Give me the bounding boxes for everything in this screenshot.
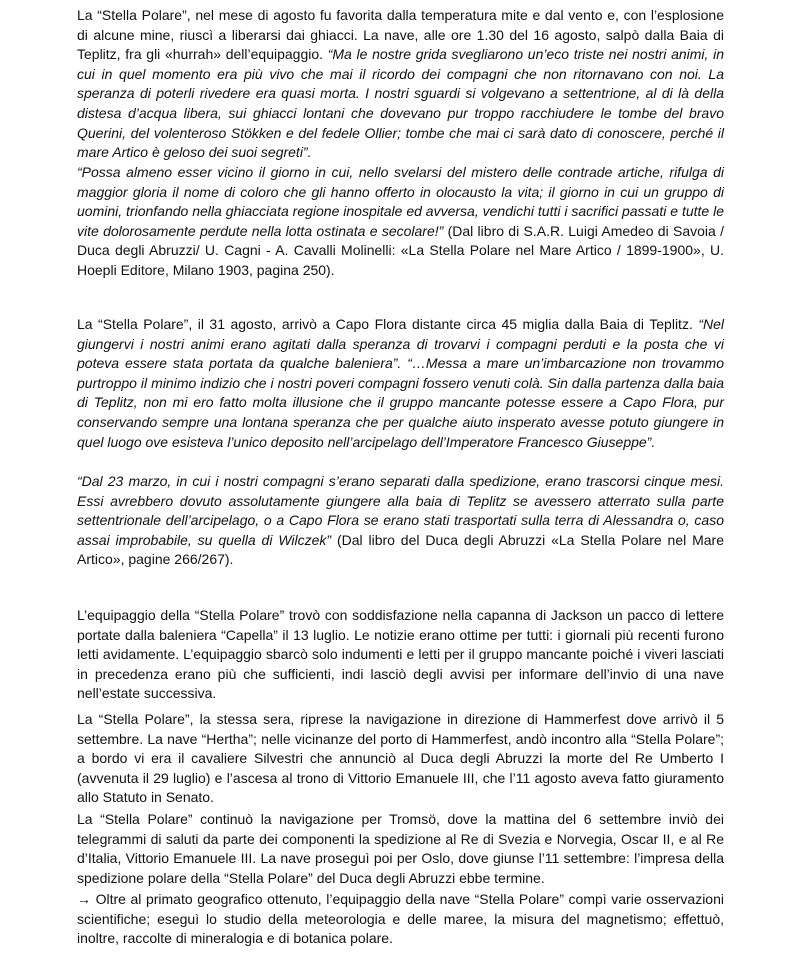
paragraph-1-quote: “Ma le nostre grida svegliarono un’eco triste nei nostri animi, in cui in quel momento era più vivo che mai il ricordo dei compagni che non ritornavano con noi. La speranza di poterli rivedere era quasi morta. I nostri sguardi si volgevano a settentrione, al di là della distesa d’acqua libera, sui ghiacci lontani che dovevano pur troppo racchiudere le tombe del bravo Querini, del volenteroso Stökken e del fedele Ollier; tombe che mai ci sarà dato di conoscere, perché il mare Artico è geloso dei suoi segreti”. [77, 46, 725, 161]
paragraph-8-text: → Oltre al primato geografico ottenuto, l’equipaggio della nave “Stella Polare” compì varie osservazioni scientifiche; eseguì lo studio della meteorologia e delle maree, la misura del magnetismo; effettuò, inoltre, raccolte di mineralogia e di botanica polare. [77, 891, 724, 947]
paragraph-7-text: La “Stella Polare” continuò la navigazione per Tromsö, dove la mattina del 6 settembre inviò dei telegrammi di saluti da parte dei componenti la spedizione al Re di Svezia e Norvegia, Oscar II, e al Re d’Italia, Vittorio Emanuele III. La nave proseguì poi per Oslo, dove giunse l’11 settembre: l’impresa della spedizione polare della “Stella Polare” del Duca degli Abruzzi ebbe termine. [77, 811, 724, 886]
paragraph-8 [77, 890, 724, 949]
paragraph-1-text: La “Stella Polare”, nel mese di agosto fu favorita dalla temperatura mite e dal vento e, con l’esplosione di alcune mine, riuscì a liberarsi dai ghiacci. La nave, alle ore 1.30 del 16 agosto, salpò dalla Baia di Teplitz, fra gli «hurrah» dell’equipaggio. [77, 7, 724, 63]
paragraph-2 [77, 163, 724, 281]
paragraph-3-quote: “Nel giungervi i nostri animi erano agitati dalla speranza di trovarvi i compagni perduti e la posta che vi poteva essere stata portata da qualche baleniera”. “…Messa a mare un’imbarcazione non trovammo purtroppo il minimo indizio che i nostri poveri compagni fossero venuti colà. Sin dalla partenza dalla baia di Teplitz, non mi ero fatto molta illusione che il gruppo mancante potesse essere a Capo Flora, pur conservando sempre una lontana speranza che per qualche aiuto insperato avesse potuto giungere in quel luogo ove esisteva l’unico deposito nell’arcipelago dell’Imperatore Francesco Giuseppe”. [77, 316, 724, 450]
paragraph-6 [77, 710, 724, 808]
paragraph-4-quote: “Dal 23 marzo, in cui i nostri compagni s’erano separati dalla spedizione, erano trascorsi cinque mesi. Essi avrebbero dovuto assolutamente giungere alla baia di Teplitz se avessero atterrato sulla parte settentrionale dell’arcipelago, o a Capo Flora se erano stati trasportati sulla terra di Alessandra o, caso assai improbabile, su quella di Wilczek” [77, 473, 724, 548]
paragraph-7 [77, 810, 724, 888]
paragraph-3-text: La “Stella Polare”, il 31 agosto, arrivò a Capo Flora distante circa 45 miglia dalla Baia di Teplitz. [77, 316, 699, 332]
paragraph-2-citation: (Dal libro di S.A.R. Luigi Amedeo di Savoia / Duca degli Abruzzi/ U. Cagni - A. Cavalli Molinelli: «La Stella Polare nel Mare Artico / 1899-1900», U. Hoepli Editore, Milano 1903, pagina 250). [77, 222, 724, 278]
paragraph-3 [77, 315, 724, 452]
paragraph-1 [77, 6, 724, 163]
paragraph-5-text: L’equipaggio della “Stella Polare” trovò con soddisfazione nella capanna di Jackson un pacco di lettere portate dalla baleniera “Capella” il 13 luglio. Le notizie erano ottime per tutti: i giornali più recenti furono letti avidamente. L’equipaggio sbarcò solo indumenti e letti per il gruppo mancante poiché i viveri lasciati in precedenza erano più che sufficienti, indi lasciò degli avvisi per informare dell’invio di una nave nell’estate successiva. [77, 607, 724, 702]
paragraph-2-quote: “Possa almeno esser vicino il giorno in cui, nello svelarsi del mistero delle contrade artiche, rifulga di maggior gloria il nome di coloro che gli hanno offerto in olocausto la vita; il giorno in cui un gruppo di uomini, trionfando nella ghiacciata regione inospitale ed avversa, vendichi tutti i sacrifici passati e tutte le vite dolorosamente perdute nella lotta ostinata e secolare!” [77, 164, 724, 239]
paragraph-6-text: La “Stella Polare”, la stessa sera, riprese la navigazione in direzione di Hammerfest dove arrivò il 5 settembre. La nave “Hertha”; nelle vicinanze del porto di Hammerfest, andò incontro alla “Stella Polare”; a bordo vi era il cavaliere Silvestri che annunciò al Duca degli Abruzzi la morte del Re Umberto I (avvenuta il 29 luglio) e l’ascesa al trono di Vittorio Emanuele III, che l’11 agosto aveva fatto giuramento allo Statuto in Senato. [77, 711, 724, 806]
paragraph-4-citation: (Dal libro del Duca degli Abruzzi «La Stella Polare nel Mare Artico», pagine 266/267). [77, 531, 724, 568]
paragraph-5 [77, 606, 724, 704]
paragraph-4 [77, 472, 724, 570]
